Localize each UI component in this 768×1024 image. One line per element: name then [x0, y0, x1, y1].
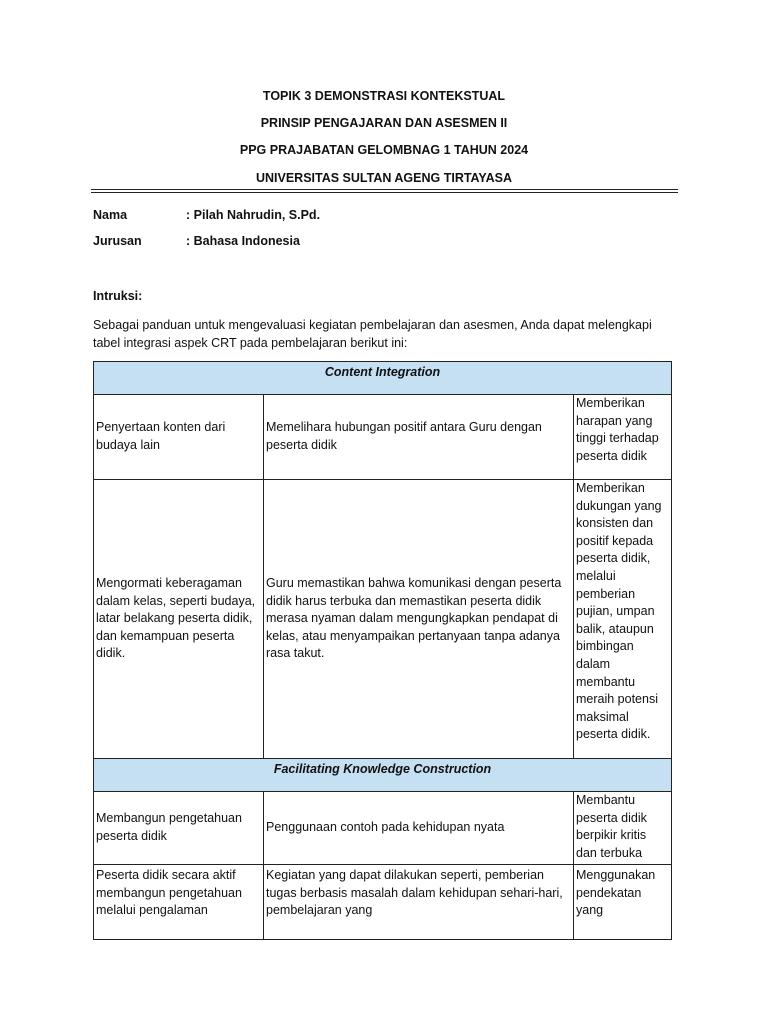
table-row: [94, 480, 672, 759]
header-divider-bottom: [91, 192, 678, 193]
table-cell: Guru memastikan bahwa komunikasi dengan peserta didik harus terbuka dan memastikan peserta didik merasa nyaman dalam mengungkapkan pendapat di kelas, atau menyampaikan pertanyaan tanpa adanya rasa takut.: [264, 480, 574, 759]
table-row: [94, 792, 672, 865]
header-title: TOPIK 3 DEMONSTRASI KONTEKSTUAL: [262, 89, 506, 103]
table-cell: Memberikan dukungan yang konsisten dan positif kepada peserta didik, melalui pemberian pujian, umpan balik, ataupun bimbingan dalam membantu meraih potensi maksimal peserta didik.: [574, 480, 672, 759]
name-label: Nama: [93, 208, 128, 222]
header-divider-top: [91, 189, 678, 190]
major-value: : Bahasa Indonesia: [186, 234, 300, 248]
section-facilitating-knowledge: Facilitating Knowledge Construction: [94, 759, 672, 792]
table-row: [94, 395, 672, 480]
instructions-body: Sebagai panduan untuk mengevaluasi kegiatan pembelajaran dan asesmen, Anda dapat melengkapi tabel integrasi aspek CRT pada pembelajaran berikut ini:: [93, 318, 652, 350]
instructions-title: Intruksi:: [93, 289, 143, 303]
table-cell: Memberikan harapan yang tinggi terhadap peserta didik: [574, 395, 672, 480]
section-content-integration: Content Integration: [94, 362, 672, 395]
header-course: PRINSIP PENGAJARAN DAN ASESMEN II: [260, 116, 508, 130]
table-cell: Memelihara hubungan positif antara Guru dengan peserta didik: [264, 395, 574, 480]
table-row: [94, 865, 672, 940]
header-university: UNIVERSITAS SULTAN AGENG TIRTAYASA: [255, 171, 513, 185]
crt-integration-table: [93, 361, 672, 940]
section-header-row: [94, 362, 672, 395]
table-cell: Membantu peserta didik berpikir kritis dan terbuka: [574, 792, 672, 865]
major-label: Jurusan: [93, 234, 142, 248]
name-value: : Pilah Nahrudin, S.Pd.: [186, 208, 321, 222]
table-cell: Kegiatan yang dapat dilakukan seperti, pemberian tugas berbasis masalah dalam kehidupan sehari-hari, pembelajaran yang: [264, 865, 574, 940]
table-cell: Mengormati keberagaman dalam kelas, seperti budaya, latar belakang peserta didik, dan kemampuan peserta didik.: [94, 480, 264, 759]
table-cell: Peserta didik secara aktif membangun pengetahuan melalui pengalaman: [94, 865, 264, 940]
table-cell: Membangun pengetahuan peserta didik: [94, 792, 264, 865]
section-header-row: [94, 759, 672, 792]
table-cell: Penggunaan contoh pada kehidupan nyata: [264, 792, 574, 865]
table-cell: Menggunakan pendekatan yang: [574, 865, 672, 940]
table-cell: Penyertaan konten dari budaya lain: [94, 395, 264, 480]
header-program: PPG PRAJABATAN GELOMBNAG 1 TAHUN 2024: [239, 143, 529, 157]
